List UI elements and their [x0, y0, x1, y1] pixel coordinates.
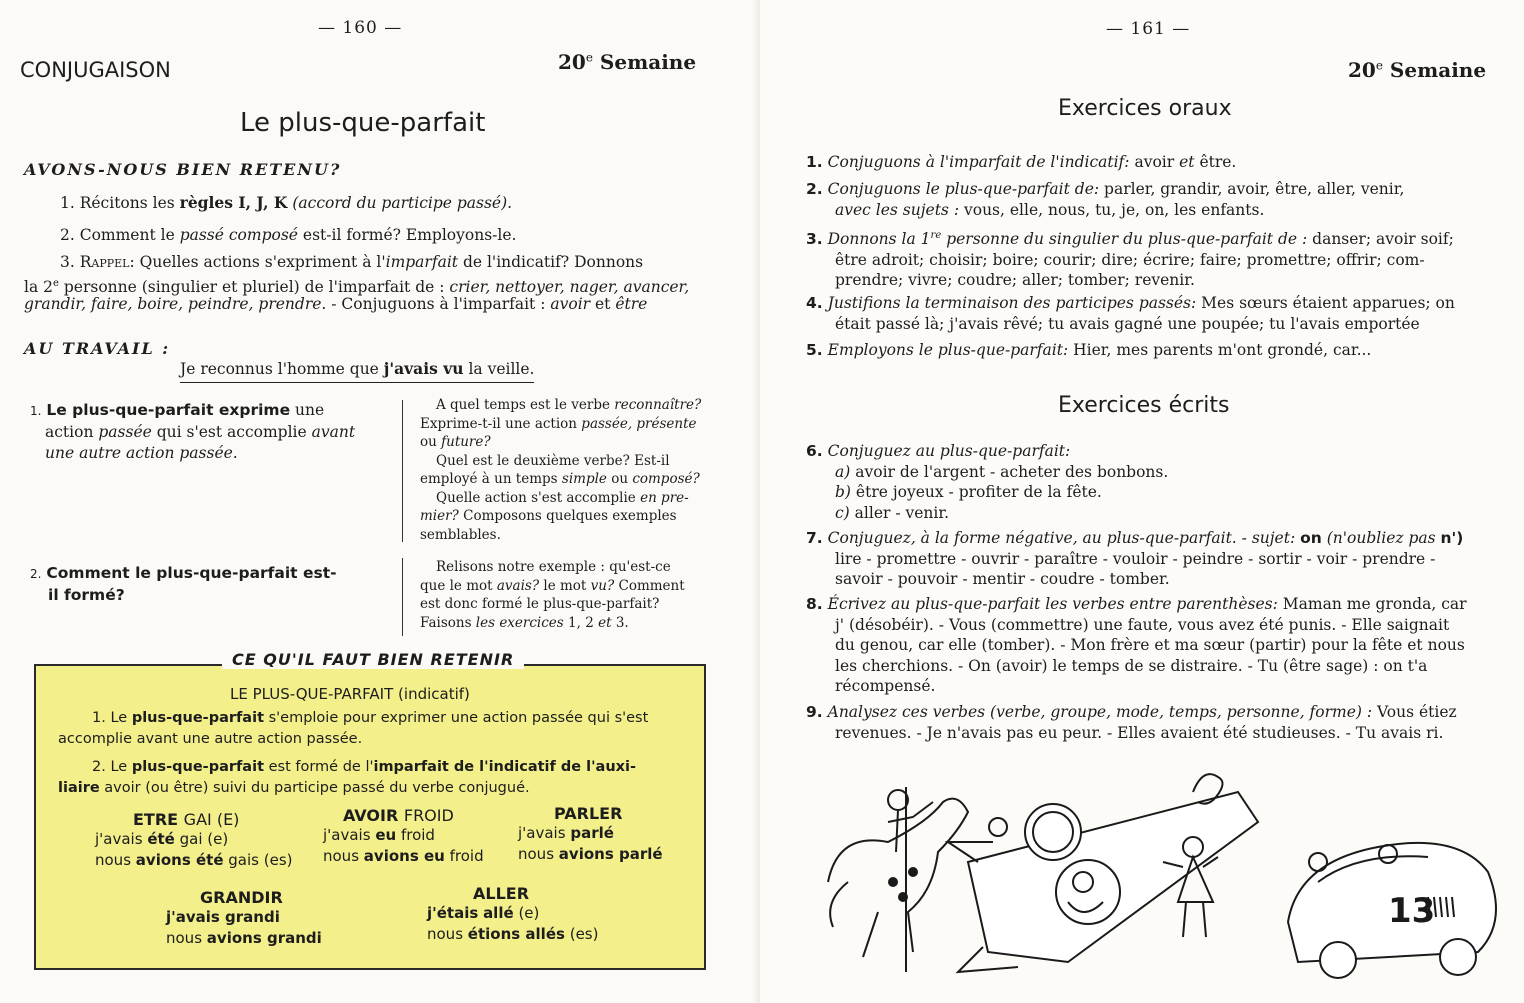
exercise-4: 4. Justifions la terminaison des participes passés: Mes sœurs étaient apparues; on était passé là; j'avais rêvé; tu avais gagné une poupée; tu l'avais emportée: [806, 294, 1455, 333]
right-page: [760, 0, 1524, 1003]
review-heading: AVONS-NOUS BIEN RETENU?: [24, 160, 342, 179]
exercise-2: 2. Conjuguons le plus-que-parfait de: parler, grandir, avoir, être, aller, venir, avec les sujets : vous, elle, nous, tu, je, on, les enfants.: [806, 180, 1405, 219]
written-exercises-title: Exercices écrits: [1058, 393, 1230, 418]
oral-exercises-title: Exercices oraux: [1058, 96, 1232, 121]
review-question-3-line2: la 2e personne (singulier et pluriel) de l'imparfait de : crier, nettoyer, nager, avancer,: [24, 278, 690, 297]
week-label: 20e Semaine: [1348, 58, 1487, 82]
work-heading: AU TRAVAIL :: [24, 339, 171, 358]
page-number: — 160 —: [318, 18, 403, 38]
review-question-3-line3: grandir, faire, boire, peindre, prendre. - Conjuguons à l'imparfait : avoir et être: [24, 295, 648, 313]
exercise-1: 1. Conjuguons à l'imparfait de l'indicatif: avoir et être.: [806, 153, 1237, 171]
exercise-7: 7. Conjuguez, à la forme négative, au plus-que-parfait. - sujet: on (n'oubliez pas n') lire - promettre - ouvrir - paraître - vouloir - peindre - sortir - voir - prendre - savoir - pouvoir - mentir - coudre - tomber.: [806, 529, 1464, 588]
point-2: 2. Comment le plus-que-parfait est- il formé?: [30, 564, 337, 604]
verb-grandir: GRANDIR j'avais grandi nous avions grandi: [166, 888, 322, 947]
exercise-6: 6. Conjuguez au plus-que-parfait: a) avoir de l'argent - acheter des bonbons. b) être joyeux - profiter de la fête. c) aller - venir.: [806, 442, 1169, 522]
car-number: 13: [1388, 891, 1436, 931]
page-number: — 161 —: [1106, 19, 1191, 39]
exercise-9: 9. Analysez ces verbes (verbe, groupe, mode, temps, personne, forme) : Vous étiez revenues. - Je n'avais pas eu peur. - Elles avaient été studieuses. - Tu avais ri.: [806, 703, 1457, 742]
left-page: [0, 0, 760, 1003]
column-divider: [402, 558, 403, 636]
verb-etre-gai: ETRE GAI (E) j'avais été gai (e) nous avions été gais (es): [95, 810, 293, 869]
page-title: Le plus-que-parfait: [240, 108, 486, 138]
verb-avoir-froid: AVOIR FROID j'avais eu froid nous avions eu froid: [323, 806, 484, 865]
column-divider: [402, 400, 403, 542]
section-label: CONJUGAISON: [20, 58, 171, 82]
week-label: 20e Semaine: [558, 50, 697, 74]
exercise-3: 3. Donnons la 1re personne du singulier du plus-que-parfait de : danser; avoir soif; être adroit; choisir; boire; courir; dire; écrire; faire; promettre; offrir; com- prendre; vivre; coudre; aller; tomber; revenir.: [806, 230, 1454, 290]
exercise-5: 5. Employons le plus-que-parfait: Hier, mes parents m'ont grondé, car...: [806, 341, 1372, 359]
side-note-1: A quel temps est le verbe reconnaître? Exprime-t-il une action passée, présente ou future? Quel est le deuxième verbe? Est-il employé à un temps simple ou composé? Quelle action s'est accomplie en pre- mier? Composons quelques exemples semblables.: [420, 397, 702, 543]
point-1: 1. Le plus-que-parfait exprime une action passée qui s'est accomplie avant une autre action passée.: [30, 401, 356, 462]
verb-aller: ALLER j'étais allé (e) nous étions allés (es): [427, 884, 599, 943]
verb-parler: PARLER j'avais parlé nous avions parlé: [518, 804, 663, 863]
exercise-8: 8. Écrivez au plus-que-parfait les verbes entre parenthèses: Maman me gronda, car j' (désobéir). - Vous (commettre) une faute, vous avez été punis. - Elle saignait du genou, car elle (tomber). - Mon frère et ma sœur (partir) pour la fête et nous les cherchions. - On (avoir) le temps de se distraire. - Tu (être sage) : on t'a récompensé.: [806, 595, 1467, 695]
review-question-2: 2. Comment le passé composé est-il formé? Employons-le.: [60, 226, 517, 244]
summary-rule-1: 1. Le plus-que-parfait s'emploie pour exprimer une action passée qui s'est accomplie avant une autre action passée.: [58, 710, 649, 747]
fairground-illustration: [818, 762, 1508, 990]
review-question-3: 3. Rappel: Quelles actions s'expriment à l'imparfait de l'indicatif? Donnons: [60, 253, 644, 271]
example-sentence: Je reconnus l'homme que j'avais vu la veille.: [180, 358, 534, 383]
summary-subtitle: LE PLUS-QUE-PARFAIT (indicatif): [230, 685, 470, 703]
review-question-1: 1. Récitons les règles I, J, K (accord du participe passé).: [60, 193, 513, 212]
side-note-2: Relisons notre exemple : qu'est-ce que le mot avais? le mot vu? Comment est donc formé le plus-que-parfait? Faisons les exercices 1, 2 et 3.: [420, 559, 685, 631]
summary-rule-2: 2. Le plus-que-parfait est formé de l'imparfait de l'indicatif de l'auxi- liaire avoir (ou être) suivi du participe passé du verbe conjugué.: [58, 759, 636, 796]
summary-box-title: CE QU'IL FAUT BIEN RETENIR: [222, 650, 524, 669]
